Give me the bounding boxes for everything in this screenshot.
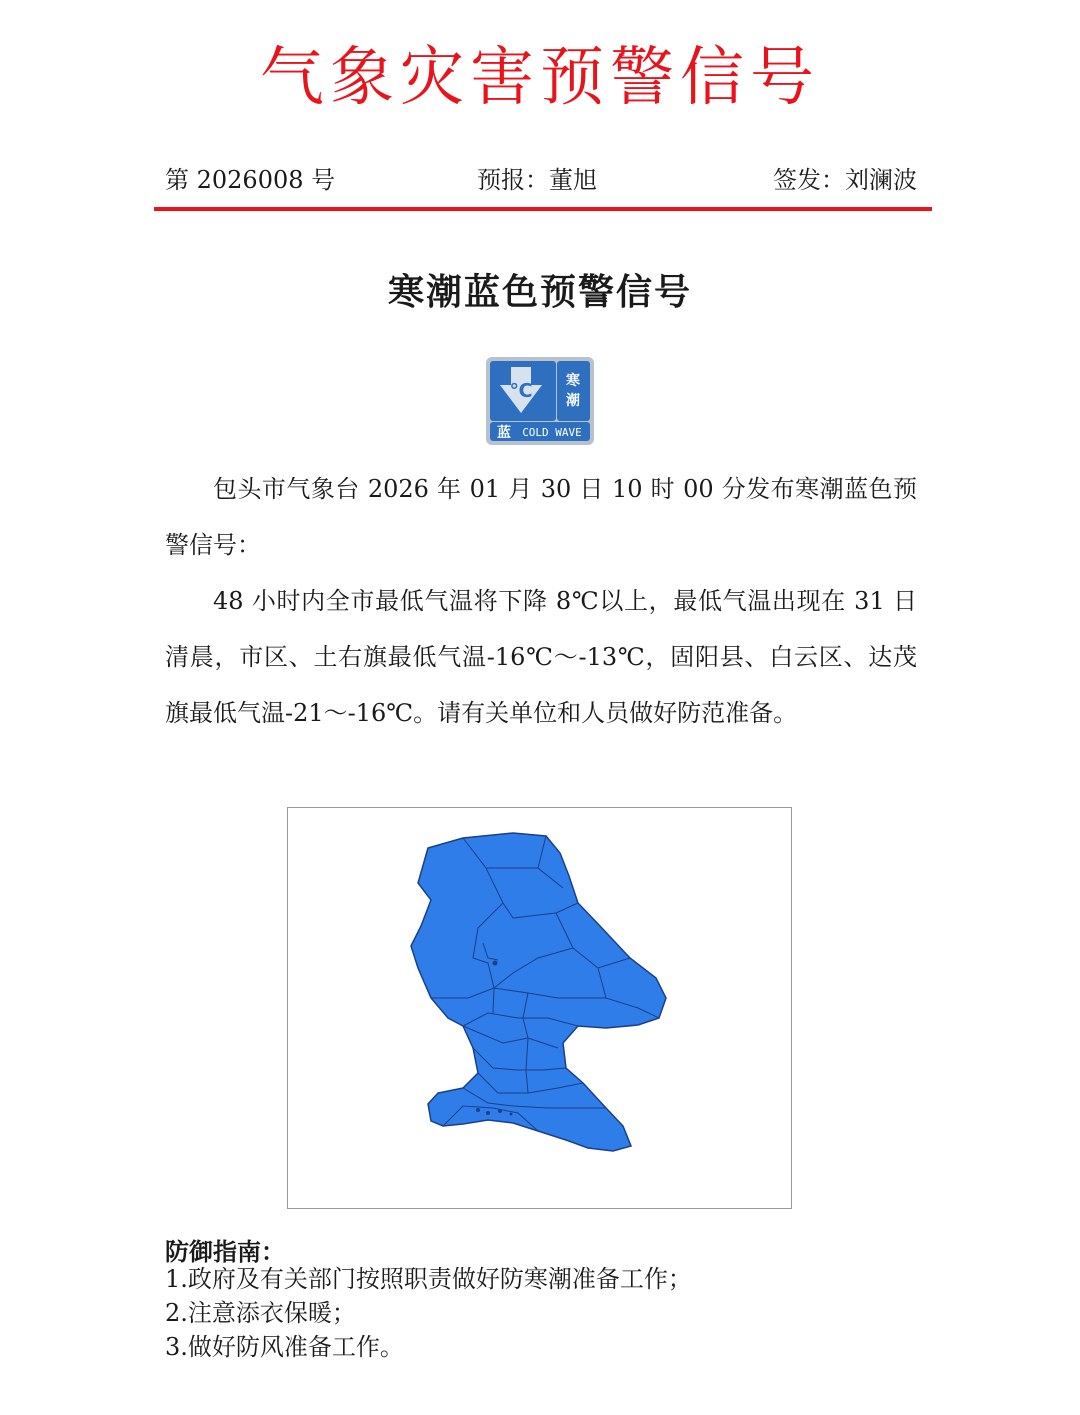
masthead-title: 气象灾害预警信号: [260, 41, 820, 115]
header-divider: [154, 207, 932, 211]
map-region-outline: [411, 833, 666, 1151]
guide-item: 3.做好防风准备工作。: [165, 1333, 404, 1361]
blue-level-char: 蓝: [497, 425, 511, 441]
cold-wave-badge-icon: [486, 357, 594, 445]
defense-guide-title: 防御指南：: [165, 1237, 285, 1266]
tide-char: 潮: [566, 393, 580, 409]
map-city-marker: [493, 961, 498, 966]
cold-wave-label: COLD WAVE: [522, 426, 582, 439]
announcement-paragraph: 包头市气象台 2026 年 01 月 30 日 10 时 00 分发布寒潮蓝色预警信号：: [165, 475, 917, 559]
forecaster: 预报：董旭: [477, 166, 597, 194]
issue-number: 第 2026008 号: [165, 166, 336, 194]
cold-wave-warning-icon: [486, 357, 594, 445]
warning-map: [287, 807, 792, 1209]
baotou-region-map: [288, 808, 791, 1208]
cold-char: 寒: [566, 373, 580, 389]
guide-item: 2.注意添衣保暖；: [165, 1299, 356, 1327]
forecast-paragraph: 48 小时内全市最低气温将下降 8℃以上，最低气温出现在 31 日清晨，市区、土右旗最低气温-16℃～-13℃，固阳县、白云区、达茂旗最低气温-21～-16℃。请有关单位和人员做好防范准备。: [165, 587, 917, 727]
guide-item: 1.政府及有关部门按照职责做好防寒潮准备工作；: [165, 1265, 692, 1293]
celsius-symbol: ℃: [509, 380, 533, 402]
document-title: 寒潮蓝色预警信号: [387, 271, 692, 313]
signer: 签发：刘澜波: [773, 166, 917, 194]
defense-guide-list: [165, 1262, 925, 1364]
document-meta-row: [165, 160, 917, 200]
